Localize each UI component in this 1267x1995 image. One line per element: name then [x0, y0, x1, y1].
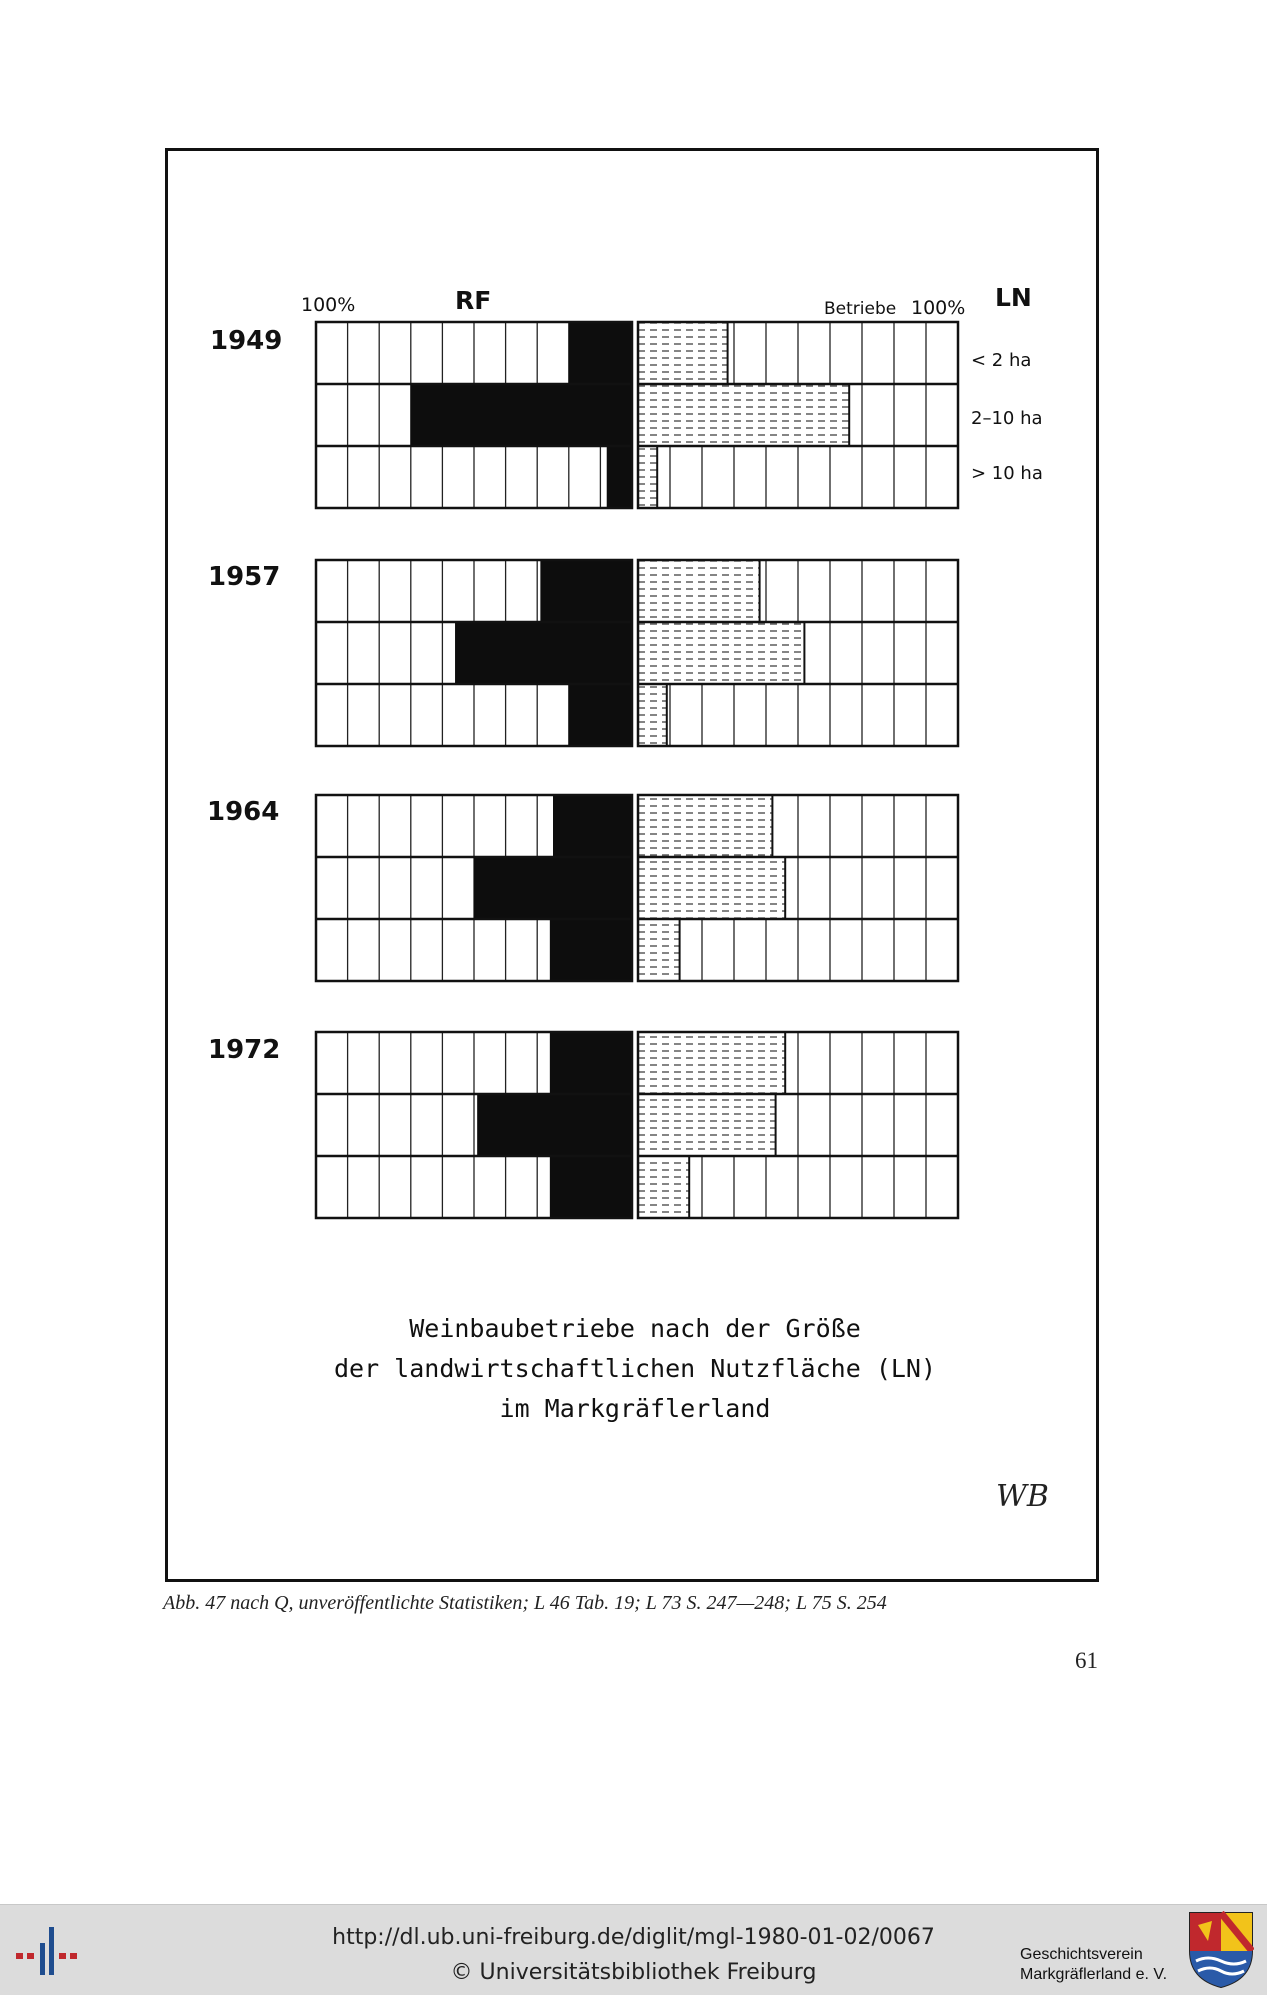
footer-permalink[interactable]: http://dl.ub.uni-freiburg.de/diglit/mgl-1980-01-02/0067 — [332, 1925, 935, 1950]
rf-bar-1972-large — [550, 1156, 632, 1218]
ln-bar-1949-medium — [638, 384, 849, 446]
category-label-small: < 2 ha — [971, 350, 1032, 371]
ln-bar-1972-large — [638, 1156, 689, 1218]
rf-bar-1957-small — [540, 560, 632, 622]
figure-frame — [165, 148, 1099, 1582]
viewer-footer — [0, 1904, 1267, 1995]
ln-bar-1964-medium — [638, 857, 785, 919]
year-label-1972: 1972 — [208, 1035, 281, 1065]
ln-percent-label: 100% — [911, 297, 966, 319]
caption-line-2: der landwirtschaftlichen Nutzfläche (LN) — [333, 1354, 937, 1383]
rf-bar-1949-small — [569, 322, 632, 384]
rf-bar-1972-small — [550, 1032, 632, 1094]
rf-percent-label: 100% — [301, 294, 356, 316]
ln-bar-1964-large — [638, 919, 680, 981]
society-name — [1020, 1945, 1167, 1985]
year-label-1957: 1957 — [208, 562, 281, 592]
rf-bar-1964-medium — [474, 857, 632, 919]
ln-bar-1964-small — [638, 795, 772, 857]
author-signature: WB — [996, 1479, 1049, 1514]
rf-bar-1949-large — [607, 446, 632, 508]
society-name-line-2: Markgräflerland e. V. — [1020, 1966, 1168, 1983]
ln-sublabel: Betriebe — [824, 299, 897, 319]
rf-bar-1957-large — [569, 684, 632, 746]
page-number: 61 — [1075, 1648, 1098, 1673]
ln-bar-1972-small — [638, 1032, 785, 1094]
ln-bar-1957-medium — [638, 622, 804, 684]
caption-line-3: im Markgräflerland — [499, 1394, 771, 1423]
ln-bar-1949-large — [638, 446, 657, 508]
rf-bar-1972-medium — [477, 1094, 632, 1156]
year-label-1949: 1949 — [210, 326, 283, 356]
rf-bar-1957-medium — [455, 622, 632, 684]
ln-bar-1957-large — [638, 684, 667, 746]
ln-bar-1972-medium — [638, 1094, 776, 1156]
footer-copyright: © Universitätsbibliothek Freiburg — [450, 1960, 817, 1985]
rf-bar-1964-small — [553, 795, 632, 857]
year-label-1964: 1964 — [207, 797, 280, 827]
category-label-large: > 10 ha — [971, 463, 1043, 484]
ln-bar-1949-small — [638, 322, 728, 384]
ln-title: LN — [995, 283, 1032, 312]
rf-bar-1949-medium — [411, 384, 632, 446]
rf-title: RF — [455, 286, 492, 315]
ln-bar-1957-small — [638, 560, 760, 622]
society-name-line-1: Geschichtsverein — [1020, 1946, 1143, 1963]
category-label-medium: 2–10 ha — [971, 408, 1043, 429]
caption-line-1: Weinbaubetriebe nach der Größe — [409, 1314, 861, 1343]
rf-bar-1964-large — [550, 919, 632, 981]
figure-source-note: Abb. 47 nach Q, unveröffentlichte Statistiken; L 46 Tab. 19; L 73 S. 247—248; L 75 S. 254 — [163, 1592, 887, 1614]
society-crest-icon[interactable] — [1188, 1911, 1254, 1989]
